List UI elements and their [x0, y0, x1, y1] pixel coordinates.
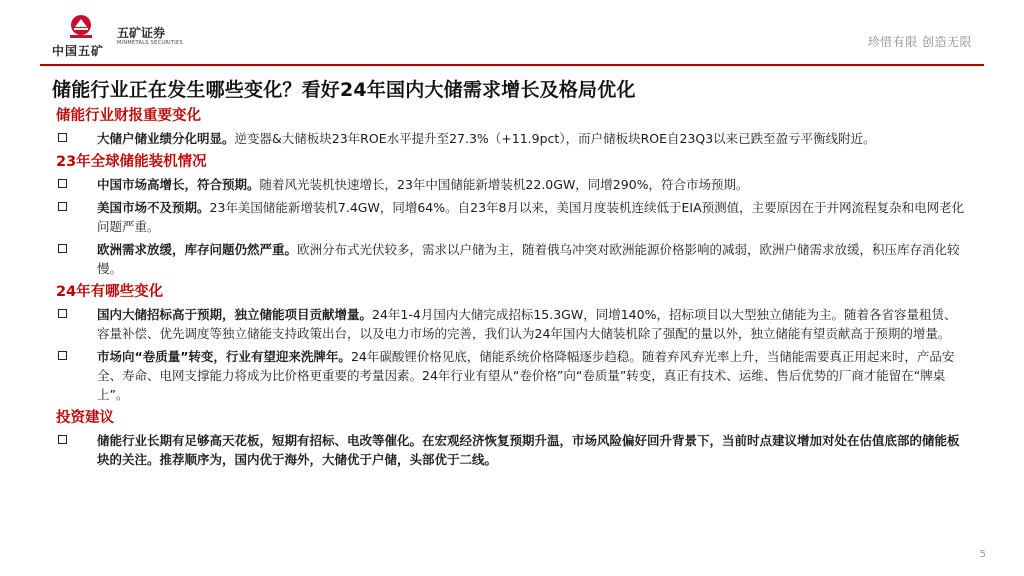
- bullet-item-text: 24年1-4月国内大储完成招标15.3GW，同增140%，招标项目以大型独立储能为主。随着各省容量租赁、容量补偿、优先调度等独立储能支持政策出台，以及电力市场的完善，我们认为24年国内大储装机除了强配的量以外，独立储能有望贡献高于预期的增量。: [97, 307, 957, 341]
- logo-caption: 中国五矿: [52, 44, 105, 58]
- bullet-item-text: 24年碳酸锂价格见底，储能系统价格降幅逐步趋稳。随着弃风弃光率上升，当储能需要真正用起来时，产品安全、寿命、电网支撑能力将成为比价格更重要的考量因素。24年行业有望从“卷价格”向“卷质量”转变，真正有技术、运维、售后优势的厂商才能留在“牌桌上”。: [97, 349, 955, 402]
- bullet-item-lead: 国内大储招标高于预期，独立储能项目贡献增量。: [97, 307, 373, 322]
- bullet-item-lead: 欧洲需求放缓，库存问题仍然严重。: [97, 242, 298, 257]
- slogan: 珍惜有限 创造无限: [867, 35, 972, 49]
- bullet-item-text: 23年美国储能新增装机7.4GW，同增64%。自23年8月以来，美国月度装机连续低于EIA预测值，主要原因在于并网流程复杂和电网老化问题严重。: [97, 200, 965, 234]
- header-divider: [40, 64, 984, 66]
- bullet-item-text: 随着风光装机快速增长，23年中国储能新增装机22.0GW，同增290%，符合市场预期。: [259, 177, 749, 192]
- bullet-item: [56, 240, 968, 278]
- brand-name: 五矿证券: [117, 26, 166, 40]
- brand-name-en: MINMETALS SECURITIES: [117, 40, 183, 46]
- section-heading: 投资建议: [56, 410, 114, 426]
- square-bullet-icon: [58, 351, 67, 360]
- slide-header: [0, 0, 1024, 70]
- bullet-item: [56, 175, 968, 194]
- square-bullet-icon: [58, 244, 67, 253]
- square-bullet-icon: [58, 435, 67, 444]
- square-bullet-icon: [58, 202, 67, 211]
- section-heading: 储能行业财报重要变化: [56, 108, 201, 124]
- section-heading: 23年全球储能装机情况: [56, 154, 207, 170]
- page-number: 5: [979, 549, 986, 560]
- bullet-item: [56, 347, 968, 404]
- bullet-item-lead: 储能行业长期有足够高天花板，短期有招标、电改等催化。在宏观经济恢复预期升温，市场风险偏好回升背景下，当前时点建议增加对处在估值底部的储能板块的关注。推荐顺序为，国内优于海外，大储优于户储，头部优于二线。: [97, 433, 960, 467]
- bullet-item-lead: 大储户储业绩分化明显。: [97, 131, 235, 146]
- square-bullet-icon: [58, 133, 67, 142]
- bullet-item-lead: 美国市场不及预期。: [97, 200, 210, 215]
- bullet-item-text: 欧洲分布式光伏较多，需求以户储为主，随着俄乌冲突对欧洲能源价格影响的减弱，欧洲户储需求放缓，积压库存消化较慢。: [97, 242, 960, 276]
- bullet-item: [56, 431, 968, 469]
- section-heading: 24年有哪些变化: [56, 284, 164, 300]
- bullet-item-text: 逆变器&大储板块23年ROE水平提升至27.3%（+11.9pct），而户储板块ROE自23Q3以来已跌至盈亏平衡线附近。: [234, 131, 876, 146]
- bullet-item: [56, 129, 968, 148]
- bullet-item-lead: 中国市场高增长，符合预期。: [97, 177, 260, 192]
- slide-body: [56, 106, 968, 473]
- china-minmetals-logo-icon: [66, 14, 96, 40]
- bullet-item-lead: 市场向“卷质量”转变，行业有望迎来洗牌年。: [97, 349, 351, 364]
- square-bullet-icon: [58, 309, 67, 318]
- slide-title: 储能行业正在发生哪些变化？看好24年国内大储需求增长及格局优化: [52, 79, 636, 101]
- bullet-item: [56, 305, 968, 343]
- bullet-item: [56, 198, 968, 236]
- square-bullet-icon: [58, 179, 67, 188]
